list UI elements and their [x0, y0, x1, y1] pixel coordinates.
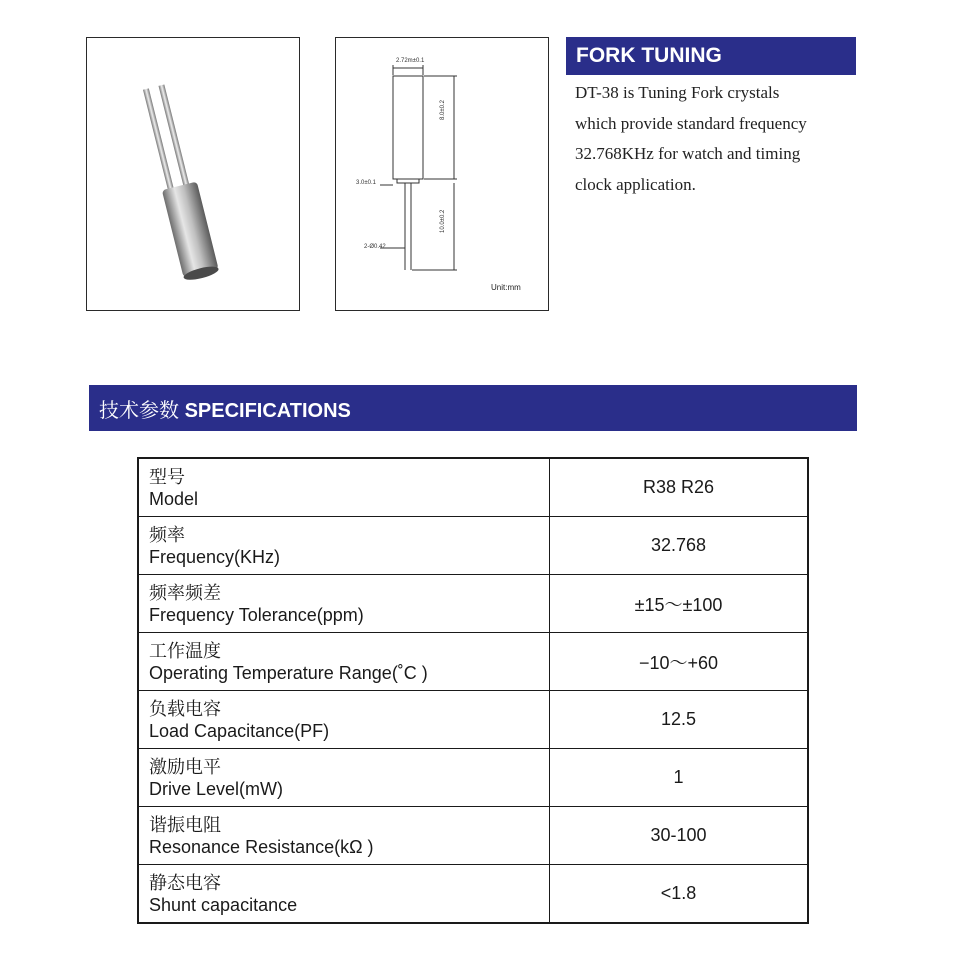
spec-label-cn: 工作温度 [149, 640, 221, 661]
spec-label-en: Frequency(KHz) [149, 546, 281, 567]
lead-length-dimension: 10.0±0.2 [440, 209, 446, 233]
table-row [138, 517, 808, 575]
spec-value: 1 [550, 749, 809, 807]
spec-label [138, 575, 550, 633]
spec-label-cn: 频率 [149, 524, 185, 545]
spec-label-cn: 激励电平 [149, 756, 221, 777]
spec-label-en: Shunt capacitance [149, 894, 298, 915]
spec-label [138, 691, 550, 749]
spec-label [138, 517, 550, 575]
table-row [138, 749, 808, 807]
spec-value: 12.5 [550, 691, 809, 749]
specifications-table [137, 457, 809, 924]
fork-tuning-title: FORK TUNING [566, 37, 856, 75]
dimension-drawing [335, 37, 549, 311]
description-line: clock application. [575, 174, 696, 194]
specifications-banner [89, 385, 857, 431]
description-line: 32.768KHz for watch and timing [575, 144, 801, 163]
table-row [138, 865, 808, 924]
spec-label-cn: 负载电容 [149, 698, 221, 719]
description-line: DT-38 is Tuning Fork crystals [575, 83, 780, 102]
spec-label [138, 458, 550, 517]
table-row [138, 807, 808, 865]
unit-label: Unit:mm [491, 283, 521, 292]
spec-value: R38 R26 [550, 458, 809, 517]
specifications-title-cn: 技术参数 [99, 400, 179, 422]
spec-label-en: Operating Temperature Range(˚C ) [149, 662, 428, 683]
spec-label-cn: 静态电容 [149, 872, 221, 893]
specifications-title-en: SPECIFICATIONS [184, 400, 351, 422]
description-line: which provide standard frequency [575, 113, 807, 133]
spec-label [138, 865, 550, 924]
fork-tuning-description [575, 78, 865, 200]
crystal-outline-drawing [336, 38, 548, 310]
spec-label-cn: 频率频差 [149, 582, 221, 603]
product-photo [86, 37, 300, 311]
spec-label [138, 749, 550, 807]
spec-label-cn: 谐振电阻 [149, 814, 221, 835]
spec-label-en: Model [149, 488, 199, 509]
tuning-fork-crystal-photo [87, 38, 299, 310]
table-row [138, 633, 808, 691]
spec-value: 32.768 [550, 517, 809, 575]
spec-label-en: Drive Level(mW) [149, 778, 284, 799]
spec-label-en: Frequency Tolerance(ppm) [149, 604, 364, 625]
spec-label [138, 633, 550, 691]
spec-value: ±15～±100 [550, 575, 809, 633]
spec-label-en: Load Capacitance(PF) [149, 720, 330, 741]
body-diameter-dimension: 3.0±0.1 [356, 180, 376, 186]
spec-label-en: Resonance Resistance(kΩ ) [149, 836, 374, 857]
spec-label [138, 807, 550, 865]
spec-label-cn: 型号 [149, 466, 185, 487]
lead-diameter-dimension: 2-Ø0.42 [364, 244, 386, 250]
spec-value: 30-100 [550, 807, 809, 865]
specifications-title [99, 394, 351, 423]
table-row [138, 691, 808, 749]
table-row [138, 575, 808, 633]
table-row [138, 458, 808, 517]
width-dimension: 2.72m±0.1 [396, 58, 425, 64]
spec-value: −10～+60 [550, 633, 809, 691]
body-height-dimension: 8.0±0.2 [440, 100, 446, 120]
spec-value: <1.8 [550, 865, 809, 924]
